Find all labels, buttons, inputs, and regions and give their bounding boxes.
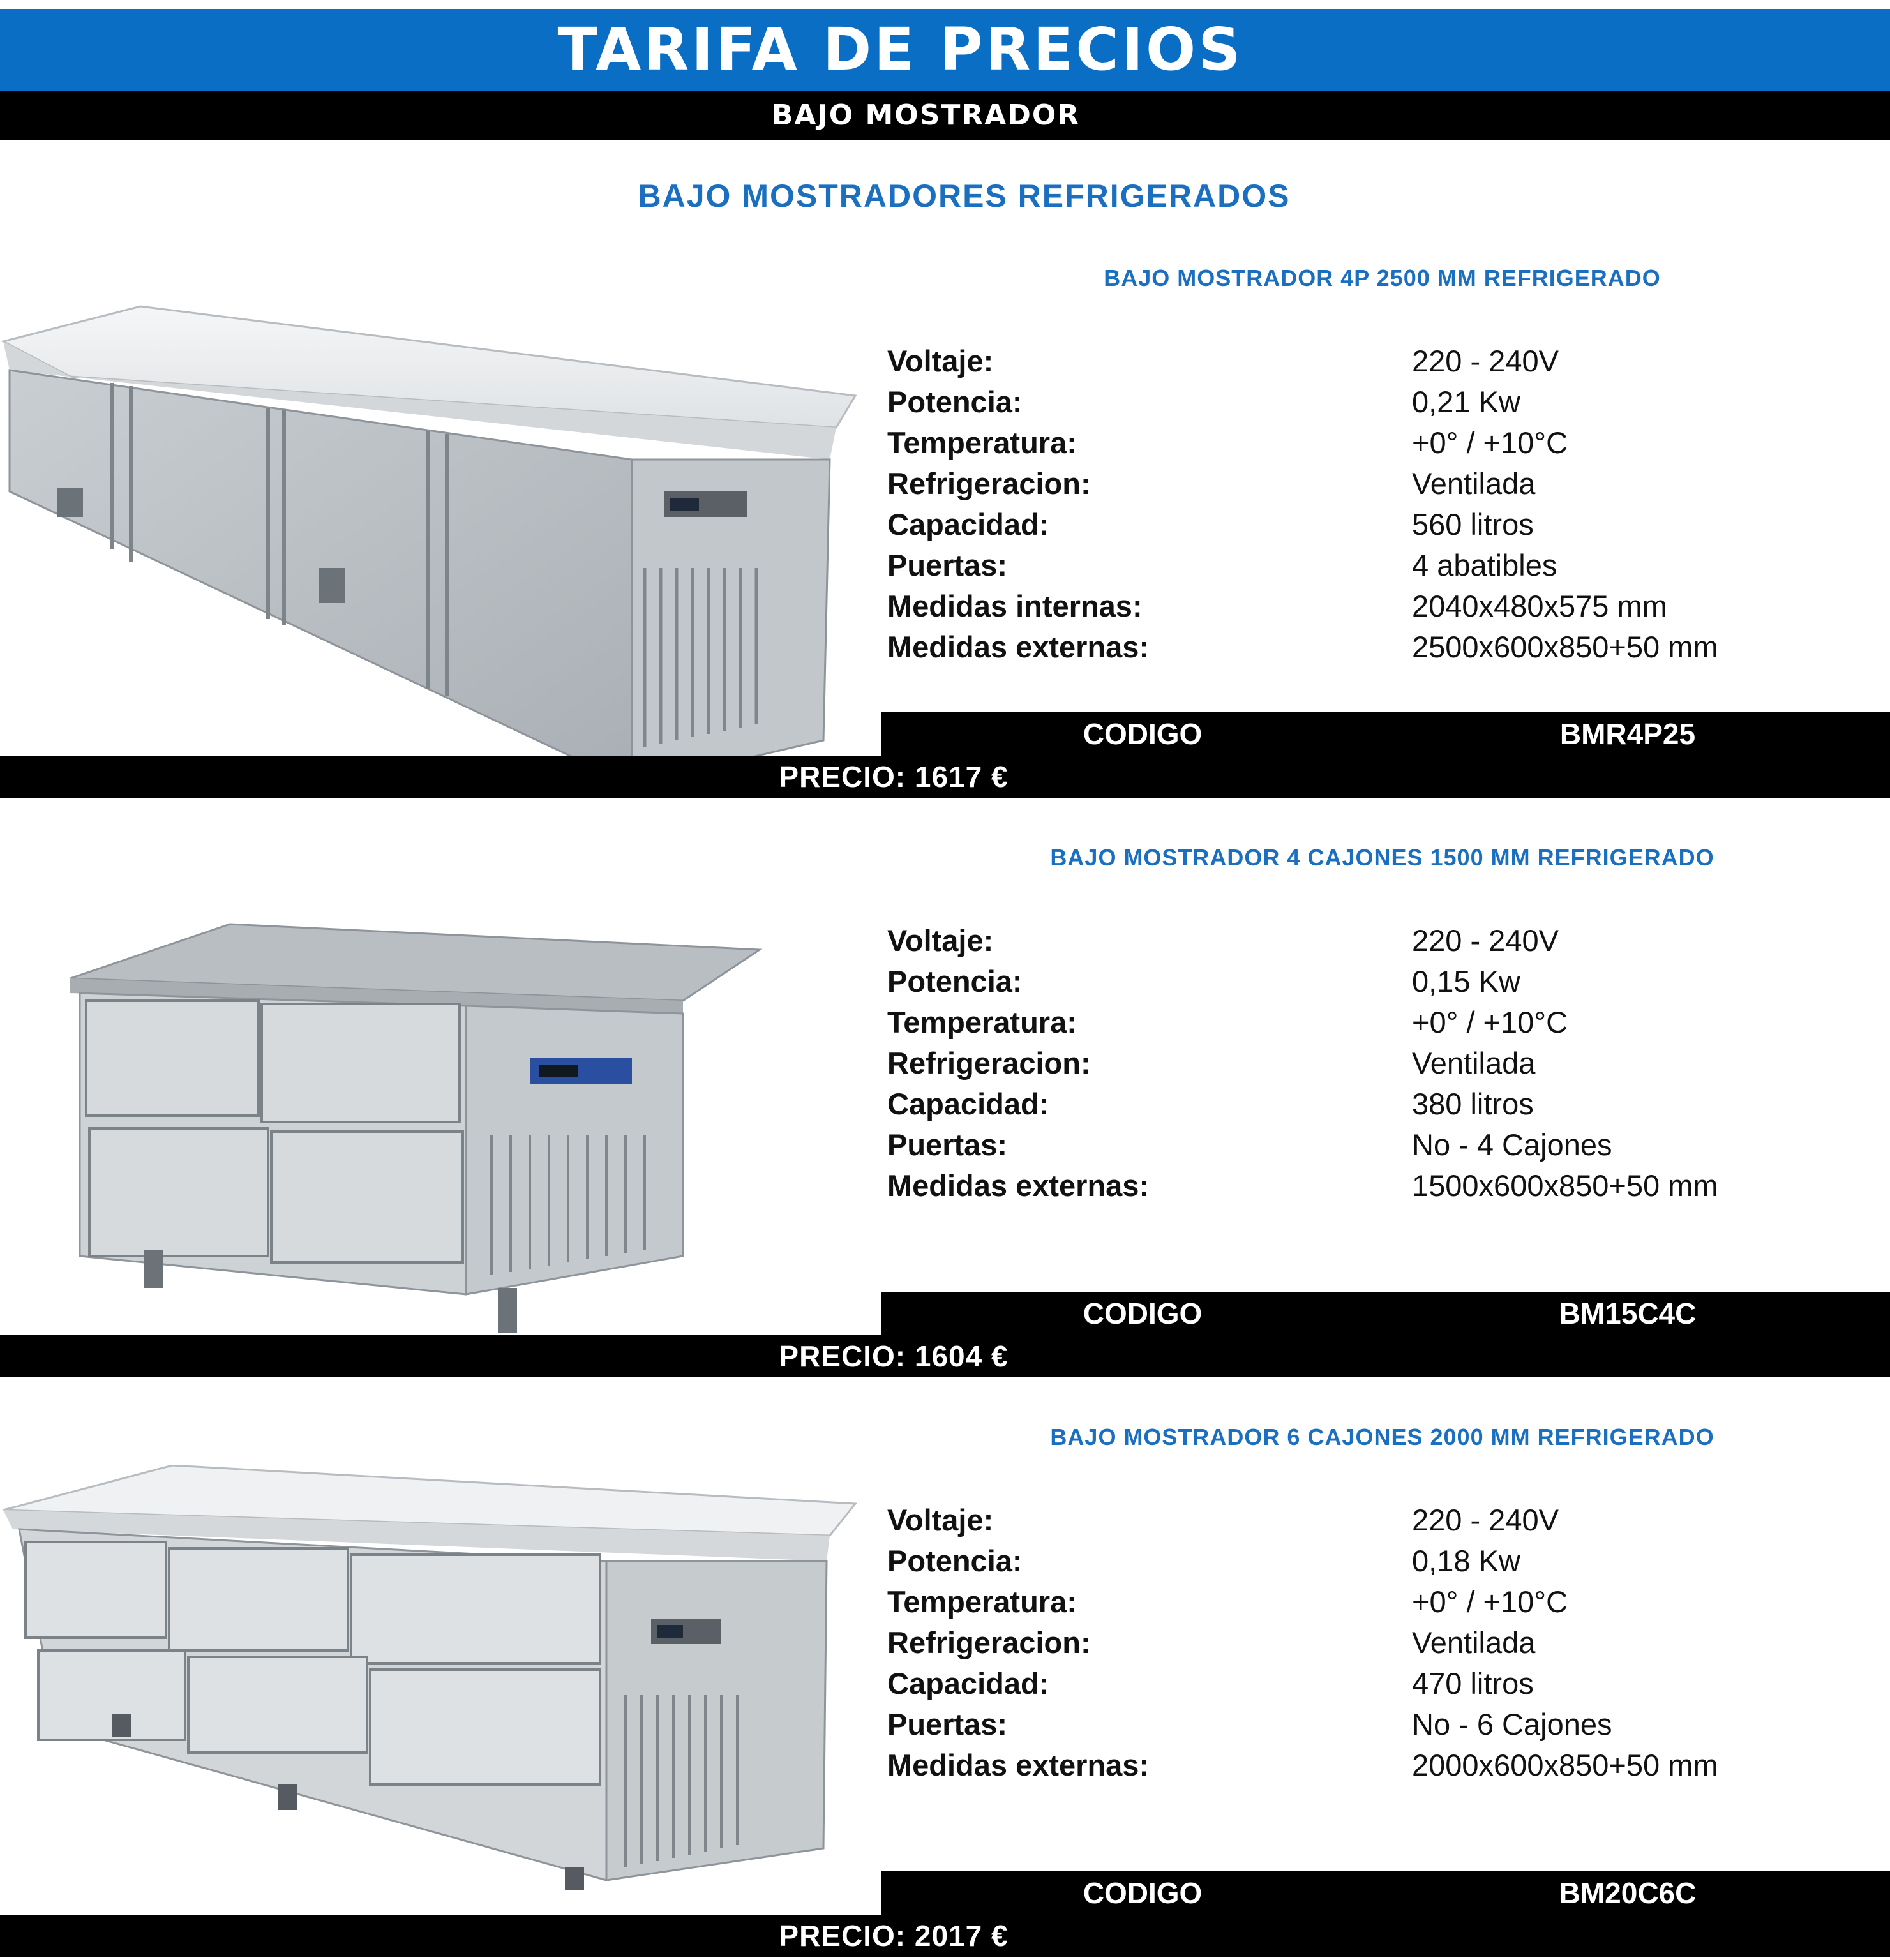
spec-label: Temperatura: xyxy=(887,1005,1077,1039)
spec-label: Capacidad: xyxy=(887,507,1049,541)
spec-row xyxy=(887,1707,1890,1747)
code-label: CODIGO xyxy=(1083,1876,1203,1910)
spec-value: 220 - 240V xyxy=(1412,924,1559,957)
spec-row xyxy=(887,923,1890,964)
spec-label: Potencia: xyxy=(887,964,1023,998)
spec-row xyxy=(887,425,1890,466)
spec-row xyxy=(887,629,1890,670)
code-bar xyxy=(881,712,1890,756)
product-price: PRECIO: 1604 € xyxy=(779,1340,1009,1373)
spec-label: Voltaje: xyxy=(887,1503,994,1537)
spec-value: No - 4 Cajones xyxy=(1412,1128,1612,1162)
spec-row xyxy=(887,343,1890,384)
spec-value: 380 litros xyxy=(1412,1087,1534,1121)
spec-label: Medidas internas: xyxy=(887,589,1143,623)
spec-row xyxy=(887,1045,1890,1086)
product-title: BAJO MOSTRADOR 4P 2500 MM REFRIGERADO xyxy=(1104,265,1661,291)
spec-row xyxy=(887,1127,1890,1168)
spec-value: 220 - 240V xyxy=(1412,1503,1559,1537)
spec-row xyxy=(887,1584,1890,1625)
spec-value: 1500x600x850+50 mm xyxy=(1412,1169,1718,1202)
spec-label: Temperatura: xyxy=(887,1585,1077,1619)
spec-row xyxy=(887,466,1890,507)
spec-label: Potencia: xyxy=(887,1544,1023,1578)
spec-row xyxy=(887,1502,1890,1543)
spec-value: Ventilada xyxy=(1412,1046,1536,1080)
spec-row xyxy=(887,1666,1890,1707)
spec-row xyxy=(887,507,1890,548)
product-code: BM20C6C xyxy=(1559,1876,1697,1910)
spec-label: Puertas: xyxy=(887,548,1008,582)
spec-label: Potencia: xyxy=(887,385,1023,419)
code-bar xyxy=(881,1871,1890,1915)
spec-value: +0° / +10°C xyxy=(1412,426,1568,460)
spec-label: Refrigeracion: xyxy=(887,467,1091,500)
spec-row xyxy=(887,1543,1890,1584)
spec-row xyxy=(887,1168,1890,1209)
product-code: BMR4P25 xyxy=(1559,717,1696,751)
spec-label: Capacidad: xyxy=(887,1666,1049,1700)
code-bar xyxy=(881,1292,1890,1335)
spec-value: 470 litros xyxy=(1412,1666,1534,1700)
spec-label: Capacidad: xyxy=(887,1087,1049,1121)
spec-value: 0,15 Kw xyxy=(1412,964,1520,998)
spec-label: Medidas externas: xyxy=(887,630,1150,664)
code-label: CODIGO xyxy=(1083,1297,1203,1330)
spec-value: 2040x480x575 mm xyxy=(1412,589,1667,623)
spec-value: 0,18 Kw xyxy=(1412,1544,1520,1578)
product-image-4-door xyxy=(0,300,868,932)
spec-row xyxy=(887,1625,1890,1666)
spec-value: Ventilada xyxy=(1412,467,1536,500)
spec-value: 2000x600x850+50 mm xyxy=(1412,1748,1718,1782)
product-title: BAJO MOSTRADOR 6 CAJONES 2000 MM REFRIGERADO xyxy=(1050,1424,1714,1450)
spec-row xyxy=(887,384,1890,425)
spec-value: 4 abatibles xyxy=(1412,548,1557,582)
spec-value: 0,21 Kw xyxy=(1412,385,1520,419)
spec-label: Voltaje: xyxy=(887,344,994,378)
spec-value: 2500x600x850+50 mm xyxy=(1412,630,1718,664)
spec-value: No - 6 Cajones xyxy=(1412,1707,1612,1741)
product-image-6-drawer xyxy=(0,1465,868,1893)
spec-row xyxy=(887,964,1890,1005)
product-title: BAJO MOSTRADOR 4 CAJONES 1500 MM REFRIGERADO xyxy=(1050,844,1714,871)
product-price: PRECIO: 2017 € xyxy=(779,1919,1009,1952)
page-title: TARIFA DE PRECIOS xyxy=(557,15,1243,84)
spec-row xyxy=(887,588,1890,629)
spec-value: 220 - 240V xyxy=(1412,344,1559,378)
spec-row xyxy=(887,1086,1890,1127)
spec-label: Refrigeracion: xyxy=(887,1626,1091,1659)
spec-label: Medidas externas: xyxy=(887,1169,1150,1202)
spec-value: Ventilada xyxy=(1412,1626,1536,1659)
spec-row xyxy=(887,548,1890,588)
product-code: BM15C4C xyxy=(1559,1297,1697,1330)
product-image-4-drawer xyxy=(0,911,868,1486)
spec-value: +0° / +10°C xyxy=(1412,1005,1568,1039)
page-subtitle: BAJO MOSTRADOR xyxy=(771,99,1081,131)
spec-row xyxy=(887,1005,1890,1045)
spec-row xyxy=(887,1747,1890,1788)
spec-label: Voltaje: xyxy=(887,924,994,957)
spec-label: Puertas: xyxy=(887,1128,1008,1162)
spec-value: +0° / +10°C xyxy=(1412,1585,1568,1619)
spec-label: Refrigeracion: xyxy=(887,1046,1091,1080)
spec-value: 560 litros xyxy=(1412,507,1534,541)
spec-label: Medidas externas: xyxy=(887,1748,1150,1782)
code-label: CODIGO xyxy=(1083,717,1203,751)
product-price: PRECIO: 1617 € xyxy=(779,760,1009,793)
spec-label: Puertas: xyxy=(887,1707,1008,1741)
section-heading: BAJO MOSTRADORES REFRIGERADOS xyxy=(638,178,1291,214)
spec-label: Temperatura: xyxy=(887,426,1077,460)
